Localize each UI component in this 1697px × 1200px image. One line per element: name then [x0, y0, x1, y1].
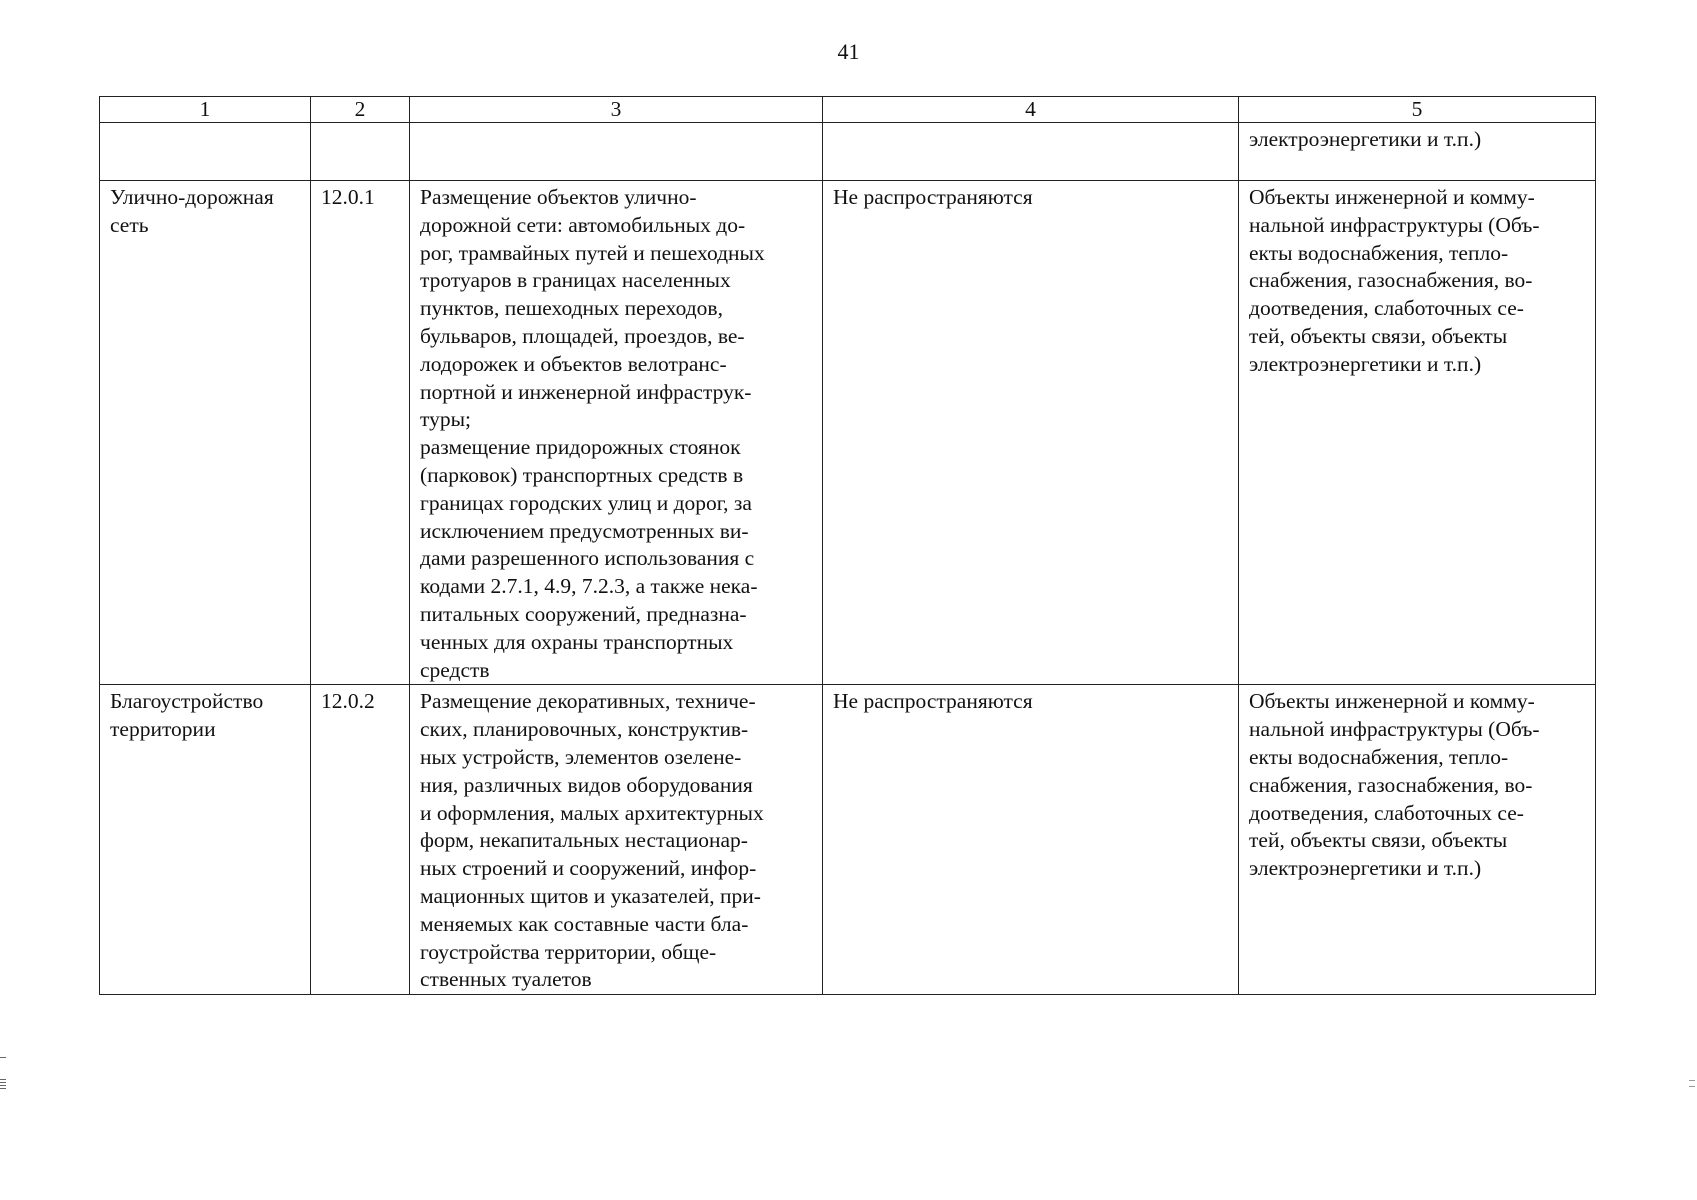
table-cell	[823, 123, 1239, 181]
cell-text: Объекты инженерной и комму- нальной инфраструктуры (Объ- екты водоснабжения, тепло- снабжения, газоснабжения, во- доотведения, слаботочных се- тей, объекты связи, объекты электроэнергетики и т.п.)	[1249, 689, 1540, 881]
cell-text: Не распространяются	[833, 185, 1033, 209]
page-number: 41	[837, 39, 860, 64]
table-cell-col5	[1239, 685, 1596, 995]
table-cell-description	[410, 181, 823, 685]
table-cell-col5	[1239, 123, 1596, 181]
column-header-1: 1	[100, 97, 311, 123]
column-header-5: 5	[1239, 97, 1596, 123]
use-name: Улично-дорожная сеть	[110, 185, 274, 237]
scan-margin-mark	[0, 1079, 6, 1080]
table-cell	[410, 123, 823, 181]
table-header-row	[100, 97, 1596, 123]
land-use-table	[99, 96, 1596, 995]
table-row	[100, 685, 1596, 995]
table-cell-col4	[823, 685, 1239, 995]
cell-text: Не распространяются	[833, 689, 1033, 714]
use-code: 12.0.2	[321, 689, 375, 714]
table-cell-col5	[1239, 181, 1596, 685]
table-row	[100, 181, 1596, 685]
table-cell-code	[311, 181, 410, 685]
table-cell	[100, 123, 311, 181]
use-description: Размещение декоративных, техниче- ских, планировочных, конструктив- ных устройств, элементов озелене- ния, различных видов оборудования и оформления, малых архитектурных форм, некапитальных нестационар- ных строений и сооружений, инфор- мационных щитов и указателей, при- меняемых как составные части бла- гоустройства территории, обще- ственных туалетов	[420, 689, 764, 992]
table-cell	[311, 123, 410, 181]
use-description: Размещение объектов улично- дорожной сети: автомобильных до- рог, трамвайных путей и пешеходных тротуаров в границах населенных пунктов, пешеходных переходов, бульваров, площадей, проездов, ве- лодорожек и объектов велотранс- портной и инженерной инфраструк- туры; размещение придорожных стоянок (парковок) транспортных средств в границах городских улиц и дорог, за исключением предусмотренных ви- дами разрешенного использования с кодами 2.7.1, 4.9, 7.2.3, а также нека- питальных сооружений, предназна- ченных для охраны транспортных средств	[420, 185, 765, 682]
use-name: Благоустройство территории	[110, 689, 264, 742]
column-header-4: 4	[823, 97, 1239, 123]
cell-text: электроэнергетики и т.п.)	[1249, 127, 1482, 151]
scan-margin-mark	[0, 1082, 6, 1083]
cell-text: Объекты инженерной и комму- нальной инфраструктуры (Объ- екты водоснабжения, тепло- снабжения, газоснабжения, во- доотведения, слаботочных се- тей, объекты связи, объекты электроэнергетики и т.п.)	[1249, 185, 1540, 376]
table-cell-name	[100, 181, 311, 685]
scan-margin-mark	[0, 1088, 6, 1089]
table-cell-name	[100, 685, 311, 995]
table-cell-col4	[823, 181, 1239, 685]
table-row-continuation	[100, 123, 1596, 181]
table-cell-code	[311, 685, 410, 995]
scan-margin-mark	[1689, 1086, 1695, 1087]
scan-margin-mark	[1689, 1080, 1695, 1081]
scan-margin-mark	[0, 1057, 6, 1058]
column-header-3: 3	[410, 97, 823, 123]
column-header-2: 2	[311, 97, 410, 123]
table-cell-description	[410, 685, 823, 995]
use-code: 12.0.1	[321, 185, 375, 209]
scan-margin-mark	[0, 1085, 6, 1086]
